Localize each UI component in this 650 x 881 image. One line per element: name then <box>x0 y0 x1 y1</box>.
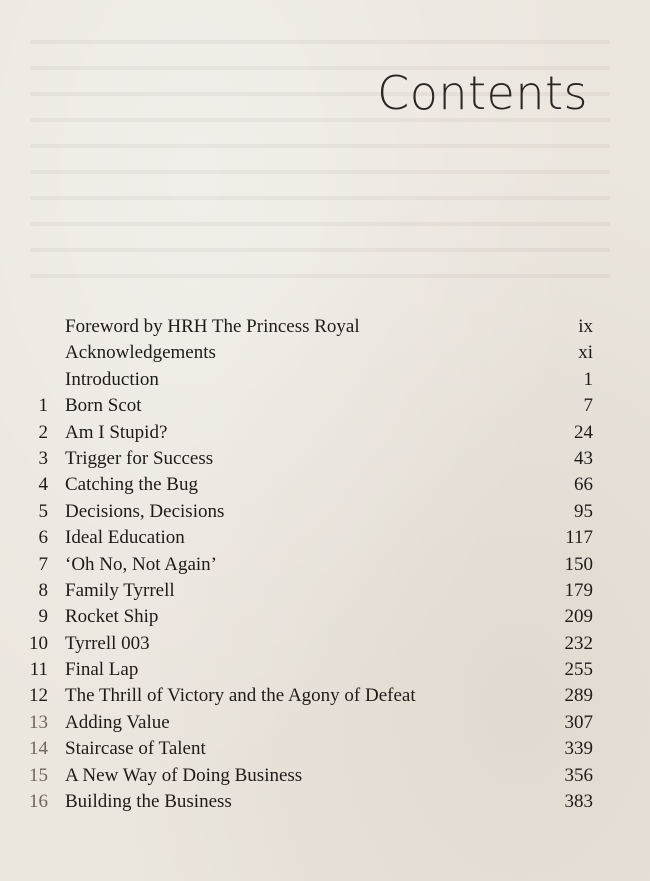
chapter-number: 8 <box>38 579 48 601</box>
chapter-title: Tyrrell 003 <box>65 632 150 654</box>
page-number: xi <box>578 342 593 364</box>
page-number: ix <box>578 316 593 337</box>
toc-row-introduction[interactable] <box>18 367 593 393</box>
toc-row-chapter-11[interactable] <box>18 657 593 683</box>
chapter-number: 10 <box>29 632 48 654</box>
toc-row-chapter-1[interactable] <box>18 393 593 419</box>
page-number: 179 <box>564 579 593 601</box>
chapter-title: Rocket Ship <box>65 606 159 628</box>
toc-row-chapter-16[interactable] <box>18 789 593 815</box>
toc-row-chapter-14[interactable] <box>18 736 593 762</box>
chapter-title: Am I Stupid? <box>65 421 168 443</box>
page-number: 24 <box>574 421 593 443</box>
table-of-contents <box>18 314 593 815</box>
page-number: 289 <box>564 685 593 707</box>
chapter-title: Decisions, Decisions <box>65 500 225 522</box>
page-number: 209 <box>564 606 593 628</box>
chapter-title: Adding Value <box>65 711 170 733</box>
toc-row-acknowledgements[interactable] <box>18 340 593 366</box>
toc-row-chapter-9[interactable] <box>18 604 593 630</box>
toc-row-chapter-13[interactable] <box>18 710 593 736</box>
toc-row-chapter-2[interactable] <box>18 420 593 446</box>
toc-row-foreword[interactable] <box>18 314 593 340</box>
page-number: 232 <box>564 632 593 654</box>
page-number: 66 <box>574 474 593 496</box>
page-number: 150 <box>564 553 593 575</box>
page-number: 95 <box>574 500 593 522</box>
page-number: 43 <box>574 447 593 469</box>
chapter-number: 6 <box>38 527 48 549</box>
chapter-title: A New Way of Doing Business <box>65 764 303 786</box>
chapter-title: Introduction <box>65 368 159 390</box>
chapter-number: 4 <box>38 474 48 496</box>
chapter-title: Born Scot <box>65 395 142 417</box>
chapter-number: 2 <box>38 421 48 443</box>
page-number: 307 <box>564 711 593 733</box>
toc-row-chapter-3[interactable] <box>18 446 593 472</box>
toc-row-chapter-5[interactable] <box>18 499 593 525</box>
chapter-title: Trigger for Success <box>65 447 214 469</box>
toc-row-chapter-4[interactable] <box>18 472 593 498</box>
chapter-title: The Thrill of Victory and the Agony of Defeat <box>65 685 416 707</box>
page-number: 1 <box>583 368 593 390</box>
page-title: Contents <box>377 66 588 120</box>
toc-row-chapter-8[interactable] <box>18 578 593 604</box>
chapter-number: 11 <box>29 659 48 681</box>
chapter-number: 7 <box>38 553 48 575</box>
chapter-number: 12 <box>29 685 48 707</box>
chapter-number: 13 <box>29 711 48 733</box>
chapter-number: 9 <box>38 606 48 628</box>
chapter-number: 15 <box>29 764 48 786</box>
chapter-title: Catching the Bug <box>65 474 198 496</box>
chapter-number: 14 <box>29 738 48 760</box>
chapter-number: 3 <box>38 447 48 469</box>
page-number: 117 <box>565 527 593 549</box>
chapter-title: Foreword by HRH The Princess Royal <box>65 316 360 337</box>
chapter-number: 16 <box>29 791 48 813</box>
chapter-title: Family Tyrrell <box>65 579 175 601</box>
page-number: 7 <box>583 395 593 417</box>
toc-row-chapter-15[interactable] <box>18 763 593 789</box>
page-number: 356 <box>564 764 593 786</box>
page-number: 339 <box>564 738 593 760</box>
chapter-title: Final Lap <box>65 659 139 681</box>
page-number: 383 <box>564 791 593 813</box>
toc-row-chapter-12[interactable] <box>18 683 593 709</box>
toc-row-chapter-10[interactable] <box>18 631 593 657</box>
chapter-title: Ideal Education <box>65 527 185 549</box>
chapter-title: Acknowledgements <box>65 342 216 364</box>
chapter-number: 5 <box>38 500 48 522</box>
chapter-title: Building the Business <box>65 791 232 813</box>
page-number: 255 <box>564 659 593 681</box>
toc-row-chapter-6[interactable] <box>18 525 593 551</box>
chapter-title: Staircase of Talent <box>65 738 206 760</box>
toc-row-chapter-7[interactable] <box>18 552 593 578</box>
chapter-number: 1 <box>38 395 48 417</box>
chapter-title: ‘Oh No, Not Again’ <box>65 553 217 575</box>
